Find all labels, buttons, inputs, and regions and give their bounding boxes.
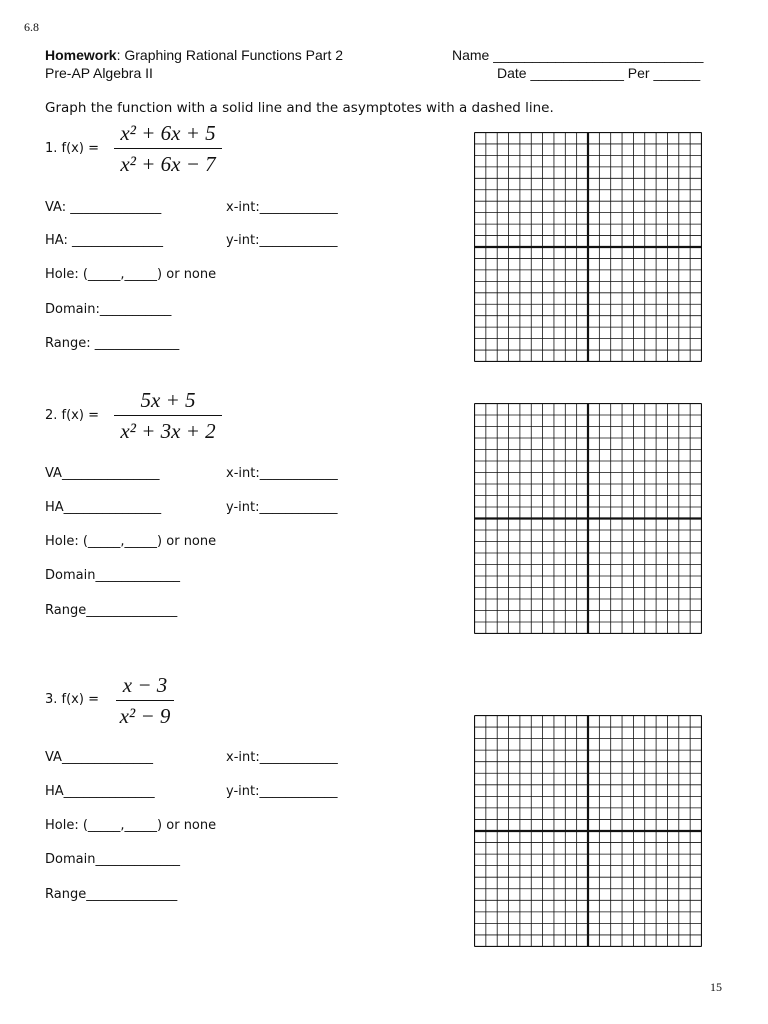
graph-grid[interactable] [474,715,702,947]
ha-field[interactable]: HA______________ [45,784,155,799]
graph-grid[interactable] [474,403,702,634]
range-field[interactable]: Range______________ [45,603,178,618]
instructions: Graph the function with a solid line and the asymptotes with a dashed line. [45,100,554,116]
title-bold: Homework [45,47,117,63]
fraction [114,121,222,176]
domain-field[interactable]: Domain_____________ [45,852,180,867]
numerator: 5x + 5 [140,388,196,412]
date-period-field[interactable]: Date ____________ Per ______ [497,65,701,81]
ha-field[interactable]: HA: ______________ [45,233,163,248]
name-field[interactable]: Name ___________________________ [452,47,704,63]
va-field[interactable]: VA: ______________ [45,200,162,215]
graph-grid[interactable] [474,132,702,362]
fraction [116,673,174,728]
range-field[interactable]: Range: _____________ [45,336,180,351]
hole-field[interactable]: Hole: (_____,_____) or none [45,267,217,282]
hole-field[interactable]: Hole: (_____,_____) or none [45,818,217,833]
yint-field[interactable]: y-int:____________ [226,233,338,248]
fraction-bar [114,415,222,416]
numerator: x − 3 [122,673,168,697]
domain-field[interactable]: Domain_____________ [45,568,180,583]
xint-field[interactable]: x-int:____________ [226,466,338,481]
denominator: x² + 3x + 2 [120,419,216,443]
problem-label: 1. f(x) = [45,141,99,156]
fraction-bar [116,700,174,701]
fraction [114,388,222,443]
denominator: x² − 9 [119,704,171,728]
fraction-bar [114,148,222,149]
range-field[interactable]: Range______________ [45,887,178,902]
worksheet-title [45,47,343,63]
ha-field[interactable]: HA_______________ [45,500,162,515]
title-rest: : Graphing Rational Functions Part 2 [116,47,344,63]
va-field[interactable]: VA______________ [45,750,153,765]
domain-field[interactable]: Domain:___________ [45,302,172,317]
va-field[interactable]: VA_______________ [45,466,160,481]
yint-field[interactable]: y-int:____________ [226,500,338,515]
problem-label: 3. f(x) = [45,692,99,707]
page-number: 15 [710,980,722,994]
hole-field[interactable]: Hole: (_____,_____) or none [45,534,217,549]
xint-field[interactable]: x-int:____________ [226,750,338,765]
section-number: 6.8 [24,20,39,34]
denominator: x² + 6x − 7 [120,152,216,176]
problem-label: 2. f(x) = [45,408,99,423]
yint-field[interactable]: y-int:____________ [226,784,338,799]
course-name: Pre-AP Algebra II [45,65,153,81]
xint-field[interactable]: x-int:____________ [226,200,338,215]
numerator: x² + 6x + 5 [120,121,216,145]
